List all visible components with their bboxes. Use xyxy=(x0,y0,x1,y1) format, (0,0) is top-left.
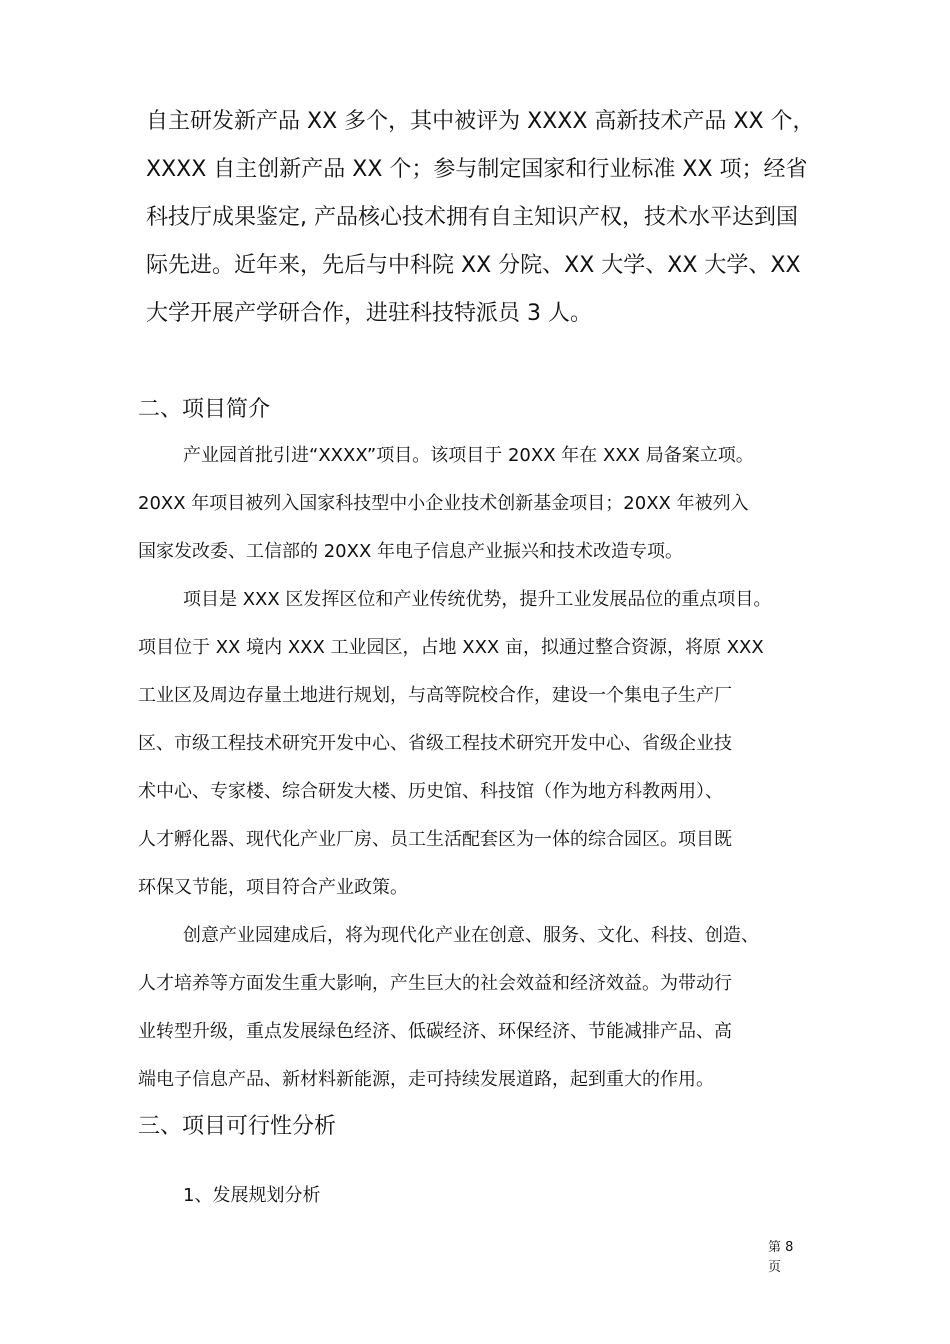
intro-line: 大学开展产学研合作，进驻科技特派员 3 人。 xyxy=(146,301,592,326)
intro-line: 际先进。近年来，先后与中科院 XX 分院、XX 大学、XX 大学、XX xyxy=(146,253,801,278)
subsection-heading-planning: 1、发展规划分析 xyxy=(183,1185,321,1206)
paragraph-line: 环保又节能，项目符合产业政策。 xyxy=(138,877,408,898)
intro-line: 自主研发新产品 XX 多个，其中被评为 XXXX 高新技术产品 XX 个， xyxy=(146,109,815,134)
paragraph-line: 业转型升级，重点发展绿色经济、低碳经济、环保经济、节能减排产品、高 xyxy=(138,1021,732,1042)
paragraph-line: 工业区及周边存量土地进行规划，与高等院校合作，建设一个集电子生产厂 xyxy=(138,685,732,706)
paragraph-line: 端电子信息产品、新材料新能源，走可持续发展道路，起到重大的作用。 xyxy=(138,1069,714,1090)
section-heading-feasibility: 三、项目可行性分析 xyxy=(138,1114,337,1139)
paragraph-line: 区、市级工程技术研究开发中心、省级工程技术研究开发中心、省级企业技 xyxy=(138,733,732,754)
paragraph-line: 国家发改委、工信部的 20XX 年电子信息产业振兴和技术改造专项。 xyxy=(138,541,684,562)
paragraph-line: 术中心、专家楼、综合研发大楼、历史馆、科技馆（作为地方科教两用）、 xyxy=(138,781,723,802)
page-number-line: 第 8 xyxy=(768,1240,794,1255)
paragraph-line: 项目位于 XX 境内 XXX 工业园区，占地 XXX 亩，拟通过整合资源，将原 XXX xyxy=(138,637,764,658)
paragraph-line: 20XX 年项目被列入国家科技型中小企业技术创新基金项目；20XX 年被列入 xyxy=(138,493,749,514)
section-heading-project-intro: 二、项目简介 xyxy=(138,397,271,422)
page-number xyxy=(768,1238,793,1278)
paragraph-line: 人才培养等方面发生重大影响，产生巨大的社会效益和经济效益。为带动行 xyxy=(138,973,732,994)
paragraph-line: 项目是 XXX 区发挥区位和产业传统优势，提升工业发展品位的重点项目。 xyxy=(183,589,772,610)
intro-line: XXXX 自主创新产品 XX 个；参与制定国家和行业标准 XX 项；经省 xyxy=(146,157,808,182)
page-number-line: 页 xyxy=(768,1260,782,1275)
paragraph-line: 人才孵化器、现代化产业厂房、员工生活配套区为一体的综合园区。项目既 xyxy=(138,829,732,850)
intro-line: 科技厅成果鉴定, 产品核心技术拥有自主知识产权，技术水平达到国 xyxy=(146,205,798,230)
paragraph-line: 产业园首批引进“XXXX”项目。该项目于 20XX 年在 XXX 局备案立项。 xyxy=(183,445,754,466)
paragraph-line: 创意产业园建成后，将为现代化产业在创意、服务、文化、科技、创造、 xyxy=(183,925,759,946)
